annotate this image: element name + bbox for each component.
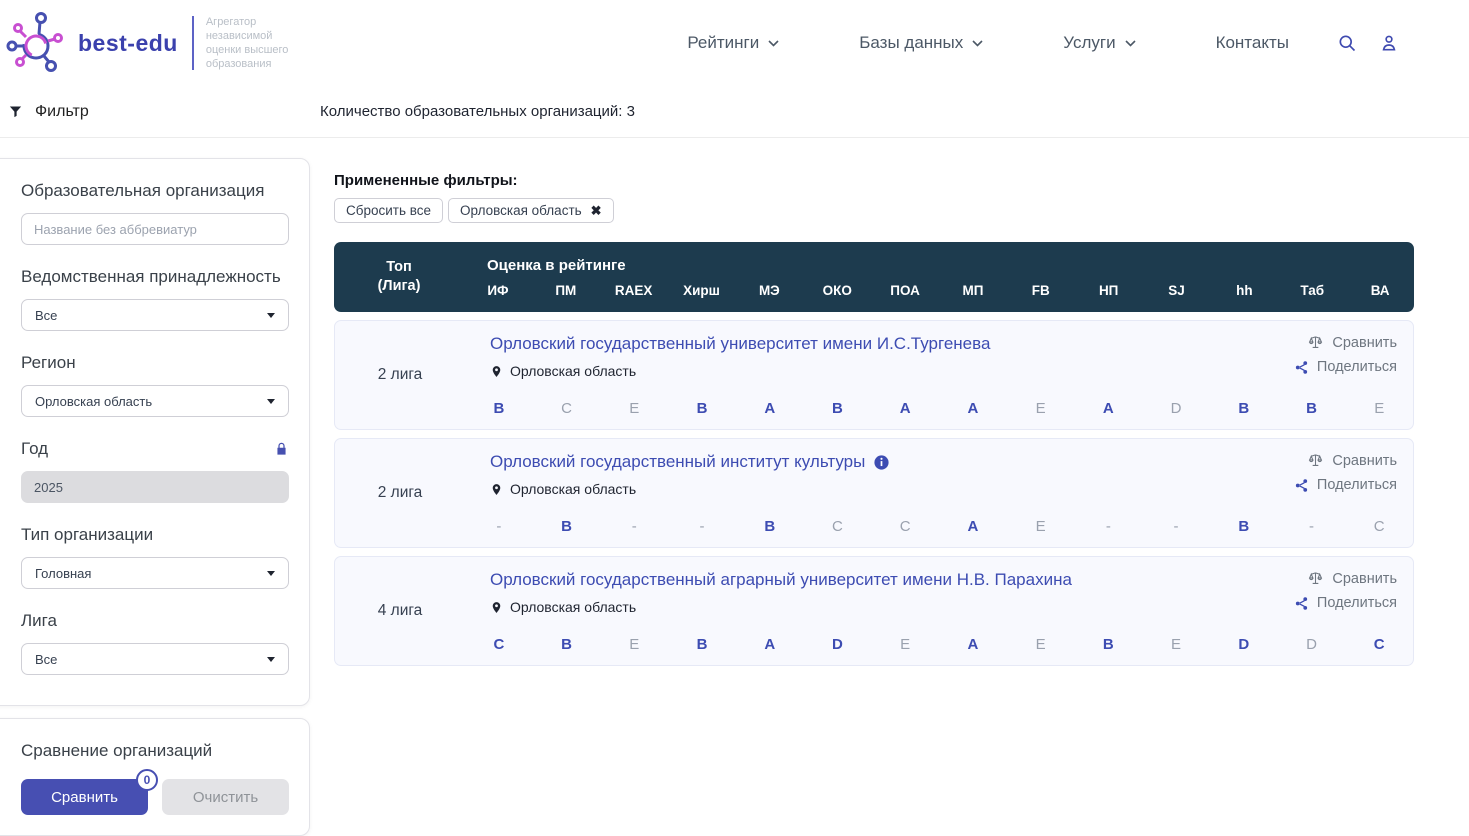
org-title-wrap [465,452,1413,472]
brand-divider [192,16,194,70]
org-region-label: Орловская область [510,599,637,615]
grade-cell[interactable]: B [493,400,505,417]
brand-tagline [206,15,289,71]
column-header: ПМ [555,282,577,298]
lock-icon [274,441,289,457]
grade-cell[interactable]: B [1306,400,1317,417]
share-icon [1294,478,1309,493]
scales-icon [1307,334,1324,351]
filter-bar [0,86,1469,138]
brand[interactable] [6,8,288,78]
rating-columns [464,283,1414,298]
grade-cell[interactable]: C [1373,636,1385,653]
league-header-line: (Лига) [377,278,421,294]
compare-link[interactable] [1307,570,1397,587]
row-actions [1294,334,1397,375]
caret-down-icon [267,313,275,318]
org-name-link[interactable]: Орловский государственный университет имени И.С.Тургенева [490,334,991,353]
grade-cell[interactable]: B [1238,518,1250,535]
user-icon[interactable] [1379,33,1399,53]
grade-cell: - [631,518,637,535]
field-label-text: Регион [21,353,76,372]
column-header: НП [1098,282,1119,298]
field-label-text: Ведомственная принадлежность [21,267,281,286]
dept-select[interactable] [21,299,289,331]
grade-cell: E [629,400,640,417]
grade-cell: E [1035,400,1046,417]
org-region-label: Орловская область [510,363,637,379]
tagline-line: образования [205,58,272,70]
org-row [334,556,1414,666]
nav-label: Услуги [1063,33,1116,52]
league-field-label [21,611,289,631]
nav-label: Рейтинги [687,33,760,52]
table-header [334,242,1414,312]
grade-cell: C [561,400,572,417]
column-header: hh [1236,282,1253,298]
org-location [465,363,1413,379]
tagline-line: независимой [205,30,273,42]
nav-ratings[interactable] [687,33,779,53]
org-row-main [465,321,1413,429]
column-header: SJ [1168,282,1185,298]
grade-cell[interactable]: A [899,400,911,417]
nav-icons [1337,33,1399,53]
grade-cell[interactable]: B [1238,400,1250,417]
org-count-text: Количество образовательных организаций: 3 [320,103,635,120]
compare-buttons [21,773,289,815]
dept-field-label [21,267,289,287]
grade-cell: E [1374,400,1385,417]
grade-cell: E [629,636,640,653]
grade-cell[interactable]: B [696,400,708,417]
org-row-main [465,557,1413,665]
org-title-wrap [465,334,1413,354]
select-value: Головная [35,565,92,581]
grade-cell[interactable]: A [967,636,979,653]
rows-container [334,320,1414,666]
compare-card [0,718,310,836]
top-bar [0,0,1469,86]
org-name-input[interactable] [21,213,289,245]
region-filter-chip[interactable] [448,198,614,223]
logo-icon [6,8,70,78]
chip-label: Сбросить все [346,203,432,218]
compare-link-label: Сравнить [1332,334,1397,351]
org-location [465,481,1413,497]
type-select[interactable] [21,557,289,589]
league-column-header [334,242,464,312]
grade-cell[interactable]: D [832,636,843,653]
league-header-line: Топ [386,259,412,275]
content [0,138,1469,836]
column-header: ОКО [822,282,852,298]
row-actions [1294,570,1397,611]
filters-card [0,158,310,706]
grade-cell: - [1173,518,1179,535]
grade-cell: E [900,636,911,653]
share-link-label: Поделиться [1316,477,1397,493]
caret-down-icon [267,657,275,662]
rating-group-label: Оценка в рейтинге [487,256,626,274]
league-select[interactable] [21,643,289,675]
location-pin-icon [490,600,503,615]
filter-sidebar [0,158,310,836]
clear-button[interactable] [162,779,289,815]
caret-down-icon [267,571,275,576]
grade-cell[interactable]: B [764,518,776,535]
compare-link[interactable] [1307,334,1397,351]
share-link[interactable] [1294,477,1397,493]
filter-chips [334,198,1414,223]
grade-cell: D [1170,400,1182,417]
column-header: FB [1031,282,1050,298]
grades-row [465,636,1413,653]
location-pin-icon [490,364,503,379]
nav-contacts[interactable] [1216,33,1289,53]
org-name-link[interactable]: Орловский государственный аграрный университет имени Н.В. Парахина [490,570,1072,589]
grade-cell[interactable]: A [764,400,776,417]
region-field-label [21,353,289,373]
logo-wordmark: best-edu [78,29,178,56]
grade-cell: - [496,518,502,535]
grade-cell: - [699,518,705,535]
compare-link[interactable] [1307,452,1397,469]
org-title-wrap [465,570,1413,590]
select-value: Орловская область [35,393,153,409]
org-region-label: Орловская область [510,481,637,497]
grades-row [465,400,1413,417]
share-link[interactable] [1294,359,1397,375]
type-field-label [21,525,289,545]
grade-cell: E [1035,636,1046,653]
region-select[interactable] [21,385,289,417]
nav-services[interactable] [1063,33,1135,53]
grade-cell: C [832,518,843,535]
grade-cell[interactable]: B [561,636,572,653]
field-label-text: Год [21,439,49,458]
select-value: Все [35,307,58,323]
org-row [334,438,1414,548]
grade-cell[interactable]: A [764,636,776,653]
location-pin-icon [490,482,503,497]
column-header: Хирш [683,282,720,298]
grade-cell[interactable]: D [1238,636,1250,653]
compare-button-label: Сравнить [51,788,118,806]
chip-label: Орловская область [460,203,582,218]
grade-cell: D [1306,636,1317,653]
league-label: 2 лига [377,366,423,383]
column-header: ПОА [890,282,920,298]
rating-header-group [464,242,1414,312]
compare-link-label: Сравнить [1332,452,1397,469]
share-icon [1294,596,1309,611]
nav-label: Контакты [1215,33,1289,52]
org-name-link[interactable]: Орловский государственный институт культуры [490,452,866,471]
league-label: 2 лига [377,484,423,501]
chip-close-icon[interactable]: ✖ [590,203,602,218]
year-input [21,471,289,503]
funnel-icon[interactable] [8,104,23,119]
chevron-down-icon [1125,40,1136,47]
compare-title: Сравнение организаций [21,741,213,760]
column-header: RAEX [614,282,653,298]
grade-cell[interactable]: A [967,400,979,417]
league-label: 4 лига [377,602,423,619]
filter-label: Фильтр [35,102,89,120]
org-row-main [465,439,1413,547]
column-header: ИФ [487,282,509,298]
share-link-label: Поделиться [1316,595,1397,611]
column-header: МП [962,282,984,298]
scales-icon [1307,570,1324,587]
org-field-label [21,181,289,201]
grade-cell[interactable]: A [1102,400,1114,417]
tagline-line: оценки высшего [205,44,289,56]
grade-cell: E [1171,636,1182,653]
field-label-text: Тип организации [21,525,154,544]
field-label-text: Образовательная организация [21,181,265,200]
chevron-down-icon [972,40,983,47]
org-row [334,320,1414,430]
grade-cell[interactable]: C [493,636,505,653]
caret-down-icon [267,399,275,404]
column-header: ВА [1370,282,1390,298]
chevron-down-icon [768,40,779,47]
grade-cell: - [1105,518,1111,535]
grade-cell[interactable]: A [967,518,979,535]
grade-cell: C [1373,518,1385,535]
clear-button-label: Очистить [192,788,259,806]
share-link-label: Поделиться [1316,359,1397,375]
year-field-label [21,439,289,459]
grade-cell: - [1308,518,1314,535]
column-header: МЭ [758,282,780,298]
grades-row [465,518,1413,535]
info-icon[interactable] [873,454,890,471]
share-icon [1294,360,1309,375]
tagline-line: Агрегатор [205,16,257,28]
grade-cell[interactable]: B [1102,636,1114,653]
grade-cell[interactable]: B [696,636,708,653]
grade-cell[interactable]: B [561,518,572,535]
search-icon[interactable] [1337,33,1357,53]
reset-all-chip[interactable] [334,198,443,223]
main-nav [607,33,1399,53]
column-header: Таб [1300,282,1325,298]
grade-cell: C [899,518,911,535]
share-link[interactable] [1294,595,1397,611]
nav-label: Базы данных [859,33,964,52]
nav-databases[interactable] [859,33,983,53]
results-area [334,158,1414,666]
compare-count-badge: 0 [136,769,158,791]
select-value: Все [35,651,58,667]
org-location [465,599,1413,615]
field-label-text: Лига [21,611,57,630]
compare-button[interactable] [21,773,151,815]
compare-link-label: Сравнить [1332,570,1397,587]
row-actions [1294,452,1397,493]
applied-filters-title: Примененные фильтры: [334,172,518,189]
grade-cell[interactable]: B [832,400,843,417]
grade-cell: E [1035,518,1046,535]
scales-icon [1307,452,1324,469]
